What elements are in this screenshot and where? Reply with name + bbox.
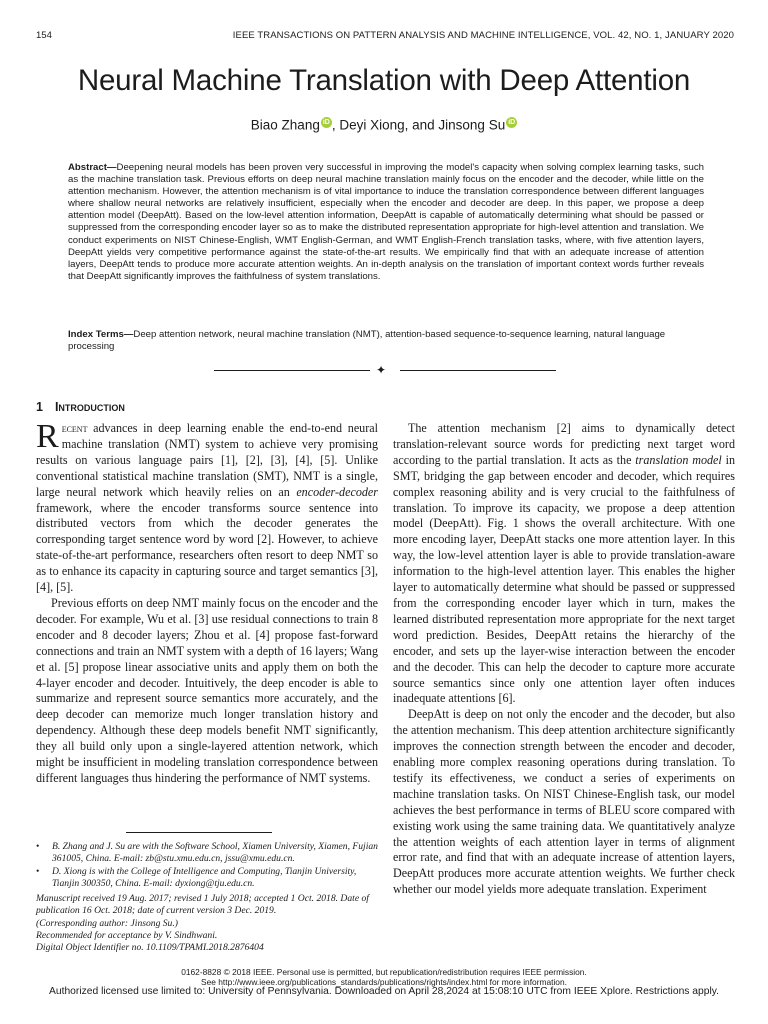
- doi: Digital Object Identifier no. 10.1109/TPAMI.2018.2876404: [36, 941, 264, 953]
- recommended-by: Recommended for acceptance by V. Sindhwani.: [36, 929, 218, 941]
- orcid-icon[interactable]: iD: [322, 119, 330, 126]
- drop-cap: R: [36, 418, 59, 455]
- author-name: Biao Zhang: [250, 117, 320, 133]
- footnotes: [36, 841, 378, 954]
- paragraph-text: advances in deep learning enable the end-to-end neural machine translation (NMT) system to achieve very promising results on various language pairs [1], [2], [3], [4], [5]. Unlike conventional statistical machine translation (SMT), NMT is a single, large neural network which heavily relies on an: [36, 421, 378, 499]
- bullet-icon: •: [36, 866, 40, 878]
- manuscript-info: Manuscript received 19 Aug. 2017; revised 1 July 2018; accepted 1 Oct. 2018. Date of publication 16 Oct. 2018; date of current version 3 Dec. 2019.: [36, 893, 369, 917]
- bullet-icon: •: [36, 841, 40, 852]
- author-names-rest: , Deyi Xiong, and Jinsong Su: [331, 117, 506, 133]
- corresponding-author: (Corresponding author: Jinsong Su.): [36, 917, 178, 929]
- section-heading: [36, 400, 125, 414]
- footnote-text: B. Zhang and J. Su are with the Software School, Xiamen University, Xiamen, Fujian 361005, China. E-mail: zb@stu.xmu.edu.cn, jssu@xmu.edu.cn.: [52, 841, 378, 865]
- intro-paragraph-4: DeepAtt is deep on not only the encoder and the decoder, but also the attention mechanism. This deep attention architecture significantly improves the connection strength between the encoder and decoder, enabling more complex reasoning operations during translation. To testify its effectiveness, we conduct a series of experiments on machine translation tasks. On NIST Chinese-English task, our model achieves the best performance in terms of BLEU score compared with existing work using the same training data. We quantitatively analyze the attention weights of each attention layer in terms of alignment error rate, and find that with an adequate increase of attention layers, DeepAtt produces more accurate attention weights. We further check whether our model yields more adequate translation. Experiment: [393, 707, 735, 897]
- paragraph-text: framework, where the encoder transforms source sentence into distributed vectors from which the decoder generates the corresponding target sentence word by word [2]. However, to achieve state-of-the-art performance, researchers often resort to deep NMT so as to enhance its capacity in capturing source and target semantics [3], [4], [5].: [36, 500, 378, 595]
- section-number: 1: [36, 400, 43, 414]
- drop-cap-continuation: ecent: [61, 421, 88, 435]
- footnote-rule: [126, 832, 272, 833]
- abstract-label: Abstract—: [68, 162, 117, 173]
- index-terms: [68, 329, 704, 354]
- intro-paragraph-2: Previous efforts on deep NMT mainly focus on the encoder and the decoder. For example, Wu et al. [3] use residual connections to train 8 encoder and 8 decoder layers; Zhou et al. [4] propose fast-forward connections and train an NMT system with a depth of 16 layers; Wang et al. [5] propose linear associative units and apply them on both the 4-layer encoder and decoder. Intuitively, the deep encoder is able to summarize and represent source semantics more accurately, and the deep decoder can memorize much longer translation history and dependency. Although these deep models benefit NMT significantly, they all build only upon a single-layered attention network, which might be insufficient in modeling translation correspondence between different languages thus hindering the performance of NMT systems.: [36, 595, 378, 785]
- orcid-icon[interactable]: iD: [508, 119, 516, 126]
- divider-line: [214, 370, 370, 371]
- index-terms-label: Index Terms—: [68, 329, 134, 340]
- footnote-text: D. Xiong is with the College of Intelligence and Computing, Tianjin University, Tianjin 300350, China. E-mail: dyxiong@tju.edu.cn.: [52, 866, 357, 890]
- abstract: [68, 162, 704, 283]
- paragraph-text: The attention mechanism [2] aims to dynamically detect translation-relevant source words for predicting next target word according to the partial translation. It acts as the: [393, 421, 735, 467]
- footnote-affiliation: [36, 866, 378, 890]
- license-notice: Authorized licensed use limited to: University of Pennsylvania. Downloaded on April 28,2024 at 15:08:10 UTC from IEEE Xplore. Restrictions apply.: [48, 986, 720, 997]
- divider-line: [400, 370, 556, 371]
- copyright-notice: [0, 967, 768, 987]
- intro-paragraph-3: [393, 421, 735, 707]
- page-number: 154: [36, 30, 52, 41]
- author-list: [0, 117, 768, 133]
- paper-title: Neural Machine Translation with Deep Attention: [77, 64, 691, 97]
- copyright-link-line: See http://www.ieee.org/publications_standards/publications/rights/index.html for more information.: [201, 977, 567, 987]
- intro-paragraph-1: [36, 418, 378, 596]
- left-column: [36, 418, 378, 787]
- paragraph-text: in SMT, bridging the gap between encoder and decoder, which requires complex reasoning ability and is very crucial to the faithfulness of translation. To improve its capacity, we propose a deep attention model (DeepAtt). Fig. 1 shows the overall architecture. With one more encoding layer, DeepAtt stacks one more attention layer. In this way, the low-level attention layer is able to provide translation-aware information to the high-level attention layer. This enables the higher layer to automatically determine what should be passed or suppressed from the corresponding encoder layer which in turn, makes the learned distributed representation more appropriate for the next target word prediction. Besides, DeepAtt retains the hierarchy of the encoder, and sets up the layer-wise interaction between the encoder and the decoder. This can help the decoder to capture more accurate source semantics since only one attention layer often induces inadequate attentions [6].: [393, 452, 735, 706]
- section-title: Introduction: [54, 400, 125, 414]
- copyright-line: 0162-8828 © 2018 IEEE. Personal use is permitted, but republication/redistribution requires IEEE permission.: [181, 967, 587, 977]
- emphasized-term: translation model: [635, 452, 722, 467]
- footnote-affiliation: [36, 841, 378, 865]
- index-terms-text: Deep attention network, neural machine translation (NMT), attention-based sequence-to-sequence learning, natural language processing: [68, 329, 666, 353]
- abstract-text: Deepening neural models has been proven very successful in improving the model's capacity when solving complex learning tasks, such as the machine translation task. Previous efforts on deep neural machine translation mainly focus on the encoder and the decoder, while little on the attention mechanism. However, the attention mechanism is of vital importance to induce the translation correspondence between different languages where shallow neural networks are relatively insufficient, especially when the encoder and decoder are deep. In this paper, we propose a deep attention model (DeepAtt). Based on the low-level attention information, DeepAtt is capable of automatically determining what should be passed or suppressed from the corresponding encoder layer so as to make the distributed representation appropriate for high-level attention and translation. We conduct experiments on NIST Chinese-English, WMT English-German, and WMT English-French translation tasks, where, with five attention layers, DeepAtt yields very competitive performance against the state-of-the-art results. We empirically find that with an adequate increase of attention layers, DeepAtt tends to produce more accurate attention weights. An in-depth analysis on the translation of important context words further reveals that DeepAtt significantly improves the faithfulness of system translations.: [68, 162, 704, 282]
- divider-ornament-icon: ✦: [376, 363, 387, 377]
- emphasized-term: encoder-decoder: [296, 484, 378, 499]
- right-column: [393, 421, 735, 898]
- journal-header: IEEE TRANSACTIONS ON PATTERN ANALYSIS AND MACHINE INTELLIGENCE, VOL. 42, NO. 1, JANUARY 2020: [232, 30, 734, 41]
